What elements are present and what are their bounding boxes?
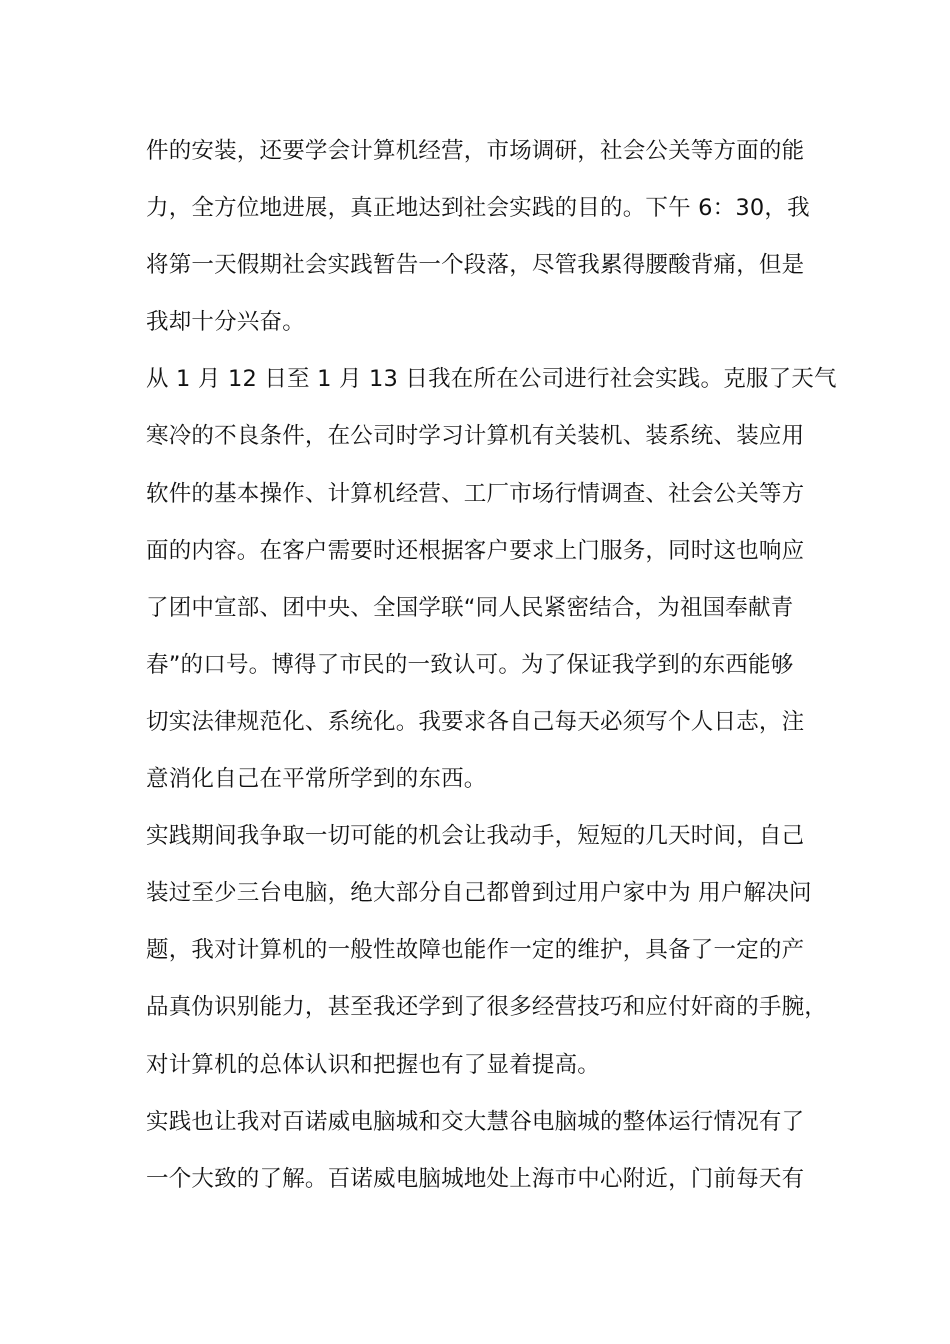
- body-text: [146, 128, 837, 1213]
- text-line: 意消化自己在平常所学到的东西。: [146, 766, 487, 793]
- text-line: 对计算机的总体认识和把握也有了显着提高。: [146, 1051, 601, 1078]
- text-line: 从 1 月 12 日至 1 月 13 日我在所在公司进行社会实践。克服了天气: [146, 366, 837, 393]
- text-line: 春”的口号。博得了市民的一致认可。为了保证我学到的东西能够: [146, 651, 794, 678]
- text-line: 件的安装，还要学会计算机经营，市场调研，社会公关等方面的能: [146, 138, 805, 164]
- text-line: 寒冷的不良条件，在公司时学习计算机有关装机、装系统、装应用: [146, 423, 805, 450]
- text-line: 将第一天假期社会实践暂告一个段落，尽管我累得腰酸背痛，但是: [146, 252, 805, 279]
- text-line: 了团中宣部、团中央、全国学联“同人民紧密结合，为祖国奉献青: [146, 594, 794, 621]
- text-line: 装过至少三台电脑，绝大部分自己都曾到过用户家中为 用户解决问: [146, 880, 812, 907]
- text-line: 实践也让我对百诺威电脑城和交大慧谷电脑城的整体运行情况有了: [146, 1108, 805, 1135]
- text-line: 实践期间我争取一切可能的机会让我动手，短短的几天时间，自己: [146, 823, 805, 850]
- text-line: 题，我对计算机的一般性故障也能作一定的维护，具备了一定的产: [146, 937, 805, 964]
- text-line: 切实法律规范化、系统化。我要求各自己每天必须写个人日志，注: [146, 708, 805, 735]
- text-line: 品真伪识别能力，甚至我还学到了很多经营技巧和应付奸商的手腕，: [146, 994, 828, 1021]
- text-line: 软件的基本操作、计算机经营、工厂市场行情调查、社会公关等方: [146, 480, 805, 507]
- text-line: 力，全方位地进展，真正地达到社会实践的目的。下午 6：30，我: [146, 195, 810, 222]
- text-line: 一个大致的了解。百诺威电脑城地处上海市中心附近，门前每天有: [146, 1165, 805, 1192]
- text-line: 面的内容。在客户需要时还根据客户要求上门服务，同时这也响应: [146, 537, 805, 564]
- text-line: 我却十分兴奋。: [146, 309, 305, 336]
